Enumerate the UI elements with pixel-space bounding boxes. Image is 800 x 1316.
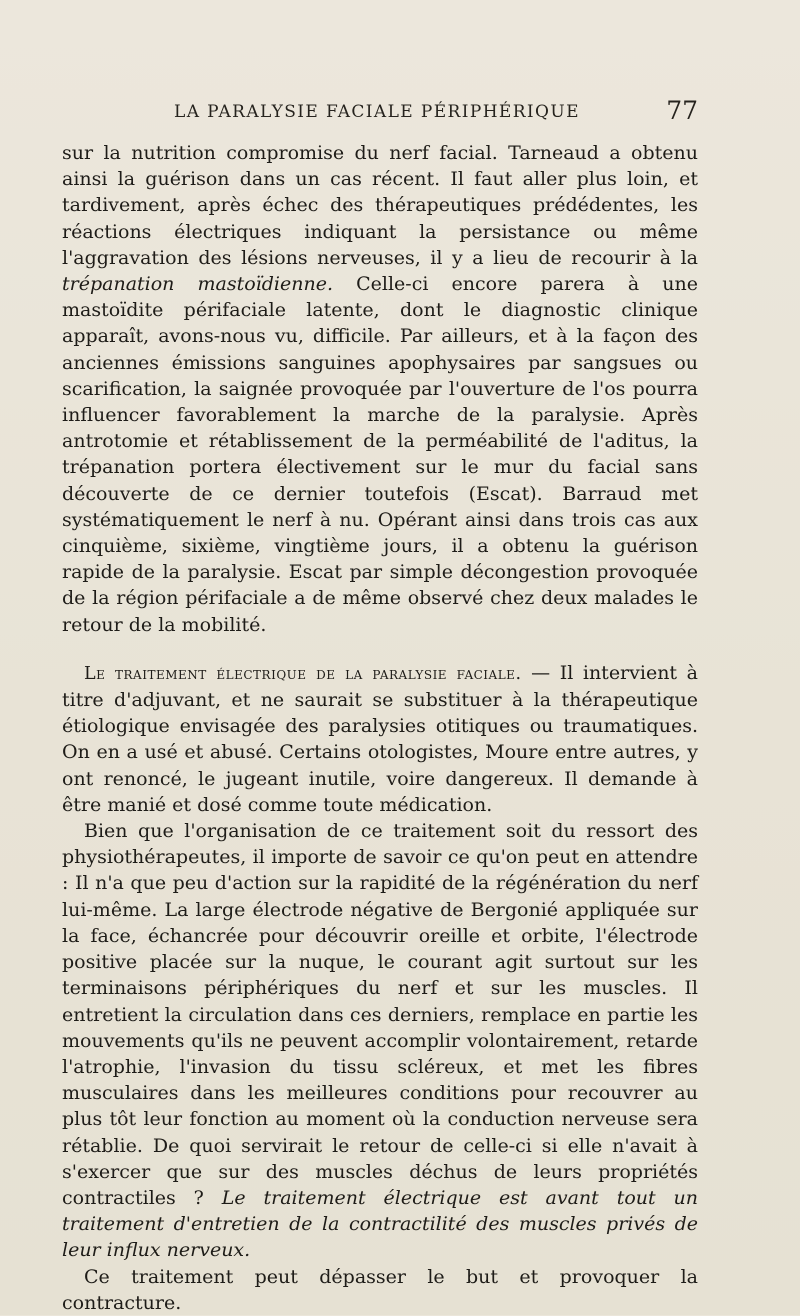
emphasis-trepanation: trépanation mastoïdienne.: [62, 273, 333, 296]
paragraph-trepanation: [62, 140, 698, 638]
section-heading: Le traitement électrique de la paralysie faciale.: [84, 663, 522, 684]
paragraph-text: Bien que l'organisation de ce traitement soit du ressort des physiothérapeutes, il importe de savoir ce qu'on peut en attendre : Il n'a que peu d'action sur la rapidité de la régénération du nerf lui-même. La large électrode négative de Bergonié appliquée sur la face, échancrée pour découvrir oreille et orbite, l'électrode positive placée sur la nuque, le courant agit surtout sur les terminaisons périphériques du nerf et sur les muscles. Il entretient la circulation dans ces derniers, remplace en partie les mouvements qu'ils ne peuvent accomplir volontairement, retarde l'atrophie, l'invasion du tissu scléreux, et met les fibres musculaires dans les meilleures conditions pour recouvrer au plus tôt leur fonction au moment où la conduction nerveuse sera rétablie. De quoi servirait le retour de celle-ci si elle n'avait à s'exercer que sur des muscles déchus de leurs propriétés contractiles ?: [62, 820, 698, 1209]
paragraph-electric-treatment: [62, 660, 698, 818]
emphasis-maintenance: Le traitement électrique est avant tout un traitement d'entretien de la contractilité des muscles privés de leur influx nerveux.: [62, 1186, 698, 1262]
running-title: LA PARALYSIE FACIALE PÉRIPHÉRIQUE: [174, 102, 580, 122]
paragraph-text: Celle-ci encore parera à une mastoïdite périfaciale latente, dont le diagnostic clinique apparaît, avons-nous vu, difficile. Par ailleurs, et à la façon des anciennes émissions sanguines apophysaires par sangsues ou scarification, la saignée provoquée par l'ouverture de l'os pourra influencer favorablement la marche de la paralysie. Après antrotomie et rétablissement de la perméabilité de l'aditus, la trépanation portera électivement sur le mur du facial sans découverte de ce dernier toutefois (Escat). Barraud met systématiquement le nerf à nu. Opérant ainsi dans trois cas aux cinquième, sixième, vingtième jours, il a obtenu la guérison rapide de la paralysie. Escat par simple décongestion provoquée de la région périfaciale a de même observé chez deux malades le retour de la mobilité.: [62, 273, 698, 636]
page-number: 77: [666, 96, 698, 125]
paragraph-gap: [62, 638, 698, 660]
paragraph-text: sur la nutrition compromise du nerf facial. Tarneaud a obtenu ainsi la guérison dans un cas récent. Il faut aller plus loin, et tardivement, après échec des thérapeutiques prédédentes, les réactions électriques indiquant la persistance ou même l'aggravation des lésions nerveuses, il y a lieu de recourir à la: [62, 142, 698, 269]
paragraph-organisation: [62, 818, 698, 1263]
paragraph-contracture: [62, 1264, 698, 1316]
page-header: [174, 96, 698, 130]
page-body: [62, 140, 698, 1316]
paragraph-text: — Il intervient à titre d'adjuvant, et ne saurait se substituer à la thérapeutique étiologique envisagée des paralysies otitiques ou traumatiques. On en a usé et abusé. Certains otologistes, Moure entre autres, y ont renoncé, le jugeant inutile, voire dangereux. Il demande à être manié et dosé comme toute médication.: [62, 661, 698, 816]
paragraph-text: Ce traitement peut dépasser le but et provoquer la contracture.: [62, 1265, 698, 1314]
